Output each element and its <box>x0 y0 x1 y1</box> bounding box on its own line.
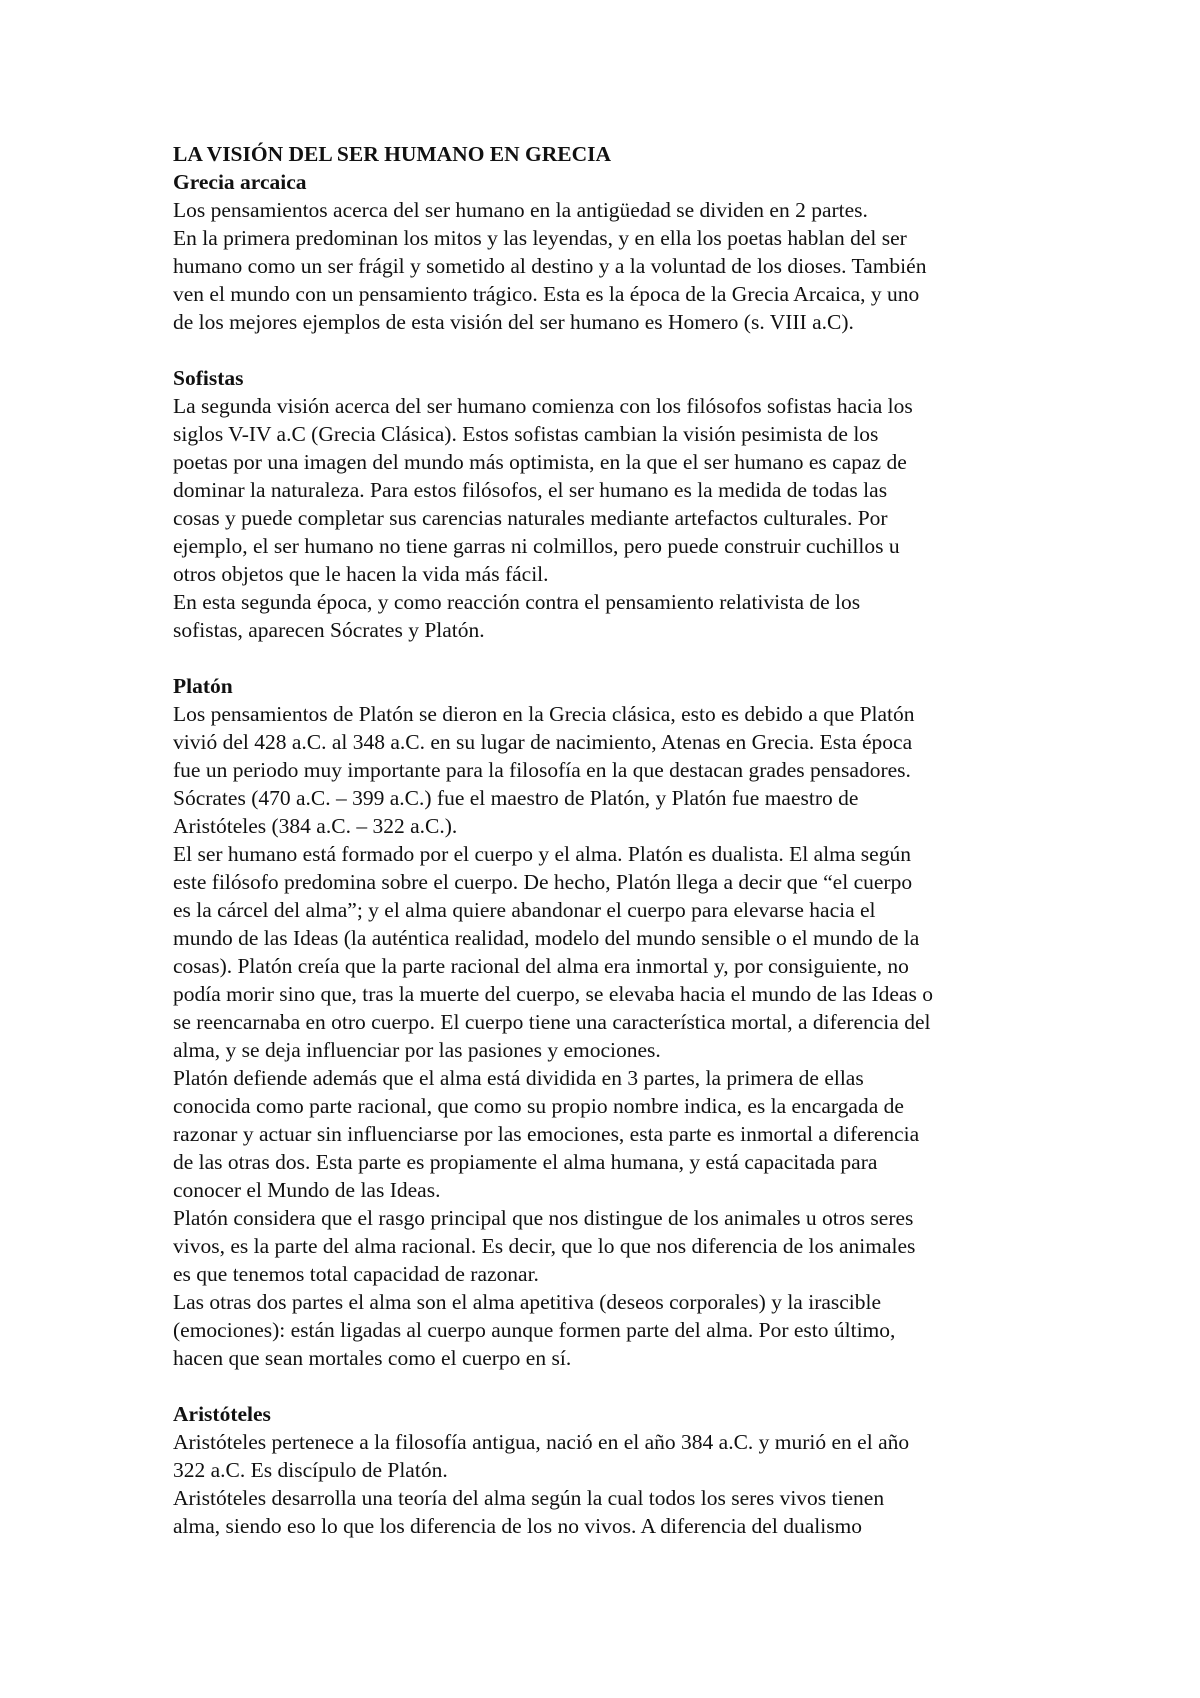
text-line: Platón considera que el rasgo principal que nos distingue de los animales u otros seres <box>173 1206 914 1230</box>
text-line: vivió del 428 a.C. al 348 a.C. en su lugar de nacimiento, Atenas en Grecia. Esta época <box>173 730 913 754</box>
section-heading: Platón <box>173 674 233 698</box>
text-line: ven el mundo con un pensamiento trágico. Esta es la época de la Grecia Arcaica, y uno <box>173 282 920 306</box>
section-grecia-arcaica <box>173 168 1053 336</box>
text-line: conocida como parte racional, que como su propio nombre indica, es la encargada de <box>173 1094 904 1118</box>
text-line: En esta segunda época, y como reacción contra el pensamiento relativista de los <box>173 590 861 614</box>
text-line: Sócrates (470 a.C. – 399 a.C.) fue el maestro de Platón, y Platón fue maestro de <box>173 786 859 810</box>
text-line: vivos, es la parte del alma racional. Es decir, que lo que nos diferencia de los animales <box>173 1234 916 1258</box>
text-line: conocer el Mundo de las Ideas. <box>173 1178 441 1202</box>
paragraph-spacer <box>173 336 1053 364</box>
text-line: alma, siendo eso lo que los diferencia de los no vivos. A diferencia del dualismo <box>173 1514 863 1538</box>
text-line: humano como un ser frágil y sometido al destino y a la voluntad de los dioses. También <box>173 254 927 278</box>
text-line: hacen que sean mortales como el cuerpo en sí. <box>173 1346 572 1370</box>
text-line: Aristóteles desarrolla una teoría del alma según la cual todos los seres vivos tienen <box>173 1486 885 1510</box>
text-line: cosas y puede completar sus carencias naturales mediante artefactos culturales. Por <box>173 506 888 530</box>
section-heading: Aristóteles <box>173 1402 271 1426</box>
text-line: siglos V-IV a.C (Grecia Clásica). Estos sofistas cambian la visión pesimista de los <box>173 422 879 446</box>
section-sofistas <box>173 364 1053 644</box>
text-line: Aristóteles pertenece a la filosofía antigua, nació en el año 384 a.C. y murió en el año <box>173 1430 910 1454</box>
text-line: este filósofo predomina sobre el cuerpo. De hecho, Platón llega a decir que “el cuerpo <box>173 870 913 894</box>
text-line: En la primera predominan los mitos y las leyendas, y en ella los poetas hablan del ser <box>173 226 907 250</box>
paragraph-spacer <box>173 644 1053 672</box>
text-line: Las otras dos partes el alma son el alma apetitiva (deseos corporales) y la irascible <box>173 1290 882 1314</box>
document-title: LA VISIÓN DEL SER HUMANO EN GRECIA <box>173 142 612 166</box>
section-platon <box>173 672 1053 1372</box>
text-line: de los mejores ejemplos de esta visión del ser humano es Homero (s. VIII a.C). <box>173 310 854 334</box>
section-aristoteles <box>173 1400 1053 1540</box>
text-line: sofistas, aparecen Sócrates y Platón. <box>173 618 485 642</box>
text-line: fue un periodo muy importante para la filosofía en la que destacan grades pensadores. <box>173 758 911 782</box>
text-line: poetas por una imagen del mundo más optimista, en la que el ser humano es capaz de <box>173 450 907 474</box>
text-line: podía morir sino que, tras la muerte del cuerpo, se elevaba hacia el mundo de las Ideas o <box>173 982 933 1006</box>
paragraph-spacer <box>173 1372 1053 1400</box>
text-line: otros objetos que le hacen la vida más fácil. <box>173 562 549 586</box>
section-heading: Grecia arcaica <box>173 170 307 194</box>
document-page <box>173 140 1053 1540</box>
text-line: razonar y actuar sin influenciarse por las emociones, esta parte es inmortal a diferencia <box>173 1122 920 1146</box>
text-line: Aristóteles (384 a.C. – 322 a.C.). <box>173 814 458 838</box>
text-line: ejemplo, el ser humano no tiene garras ni colmillos, pero puede construir cuchillos u <box>173 534 900 558</box>
text-line: de las otras dos. Esta parte es propiamente el alma humana, y está capacitada para <box>173 1150 878 1174</box>
text-line: mundo de las Ideas (la auténtica realidad, modelo del mundo sensible o el mundo de la <box>173 926 920 950</box>
text-line: dominar la naturaleza. Para estos filósofos, el ser humano es la medida de todas las <box>173 478 888 502</box>
text-line: Los pensamientos acerca del ser humano en la antigüedad se dividen en 2 partes. <box>173 198 868 222</box>
section-heading: Sofistas <box>173 366 244 390</box>
text-line: Los pensamientos de Platón se dieron en la Grecia clásica, esto es debido a que Platón <box>173 702 915 726</box>
text-line: es que tenemos total capacidad de razonar. <box>173 1262 539 1286</box>
text-line: es la cárcel del alma”; y el alma quiere abandonar el cuerpo para elevarse hacia el <box>173 898 876 922</box>
text-line: 322 a.C. Es discípulo de Platón. <box>173 1458 448 1482</box>
text-line: La segunda visión acerca del ser humano comienza con los filósofos sofistas hacia los <box>173 394 913 418</box>
text-line: alma, y se deja influenciar por las pasiones y emociones. <box>173 1038 661 1062</box>
text-line: El ser humano está formado por el cuerpo y el alma. Platón es dualista. El alma según <box>173 842 911 866</box>
text-line: Platón defiende además que el alma está dividida en 3 partes, la primera de ellas <box>173 1066 864 1090</box>
text-line: se reencarnaba en otro cuerpo. El cuerpo tiene una característica mortal, a diferencia del <box>173 1010 931 1034</box>
text-line: (emociones): están ligadas al cuerpo aunque formen parte del alma. Por esto último, <box>173 1318 896 1342</box>
text-line: cosas). Platón creía que la parte racional del alma era inmortal y, por consiguiente, no <box>173 954 909 978</box>
